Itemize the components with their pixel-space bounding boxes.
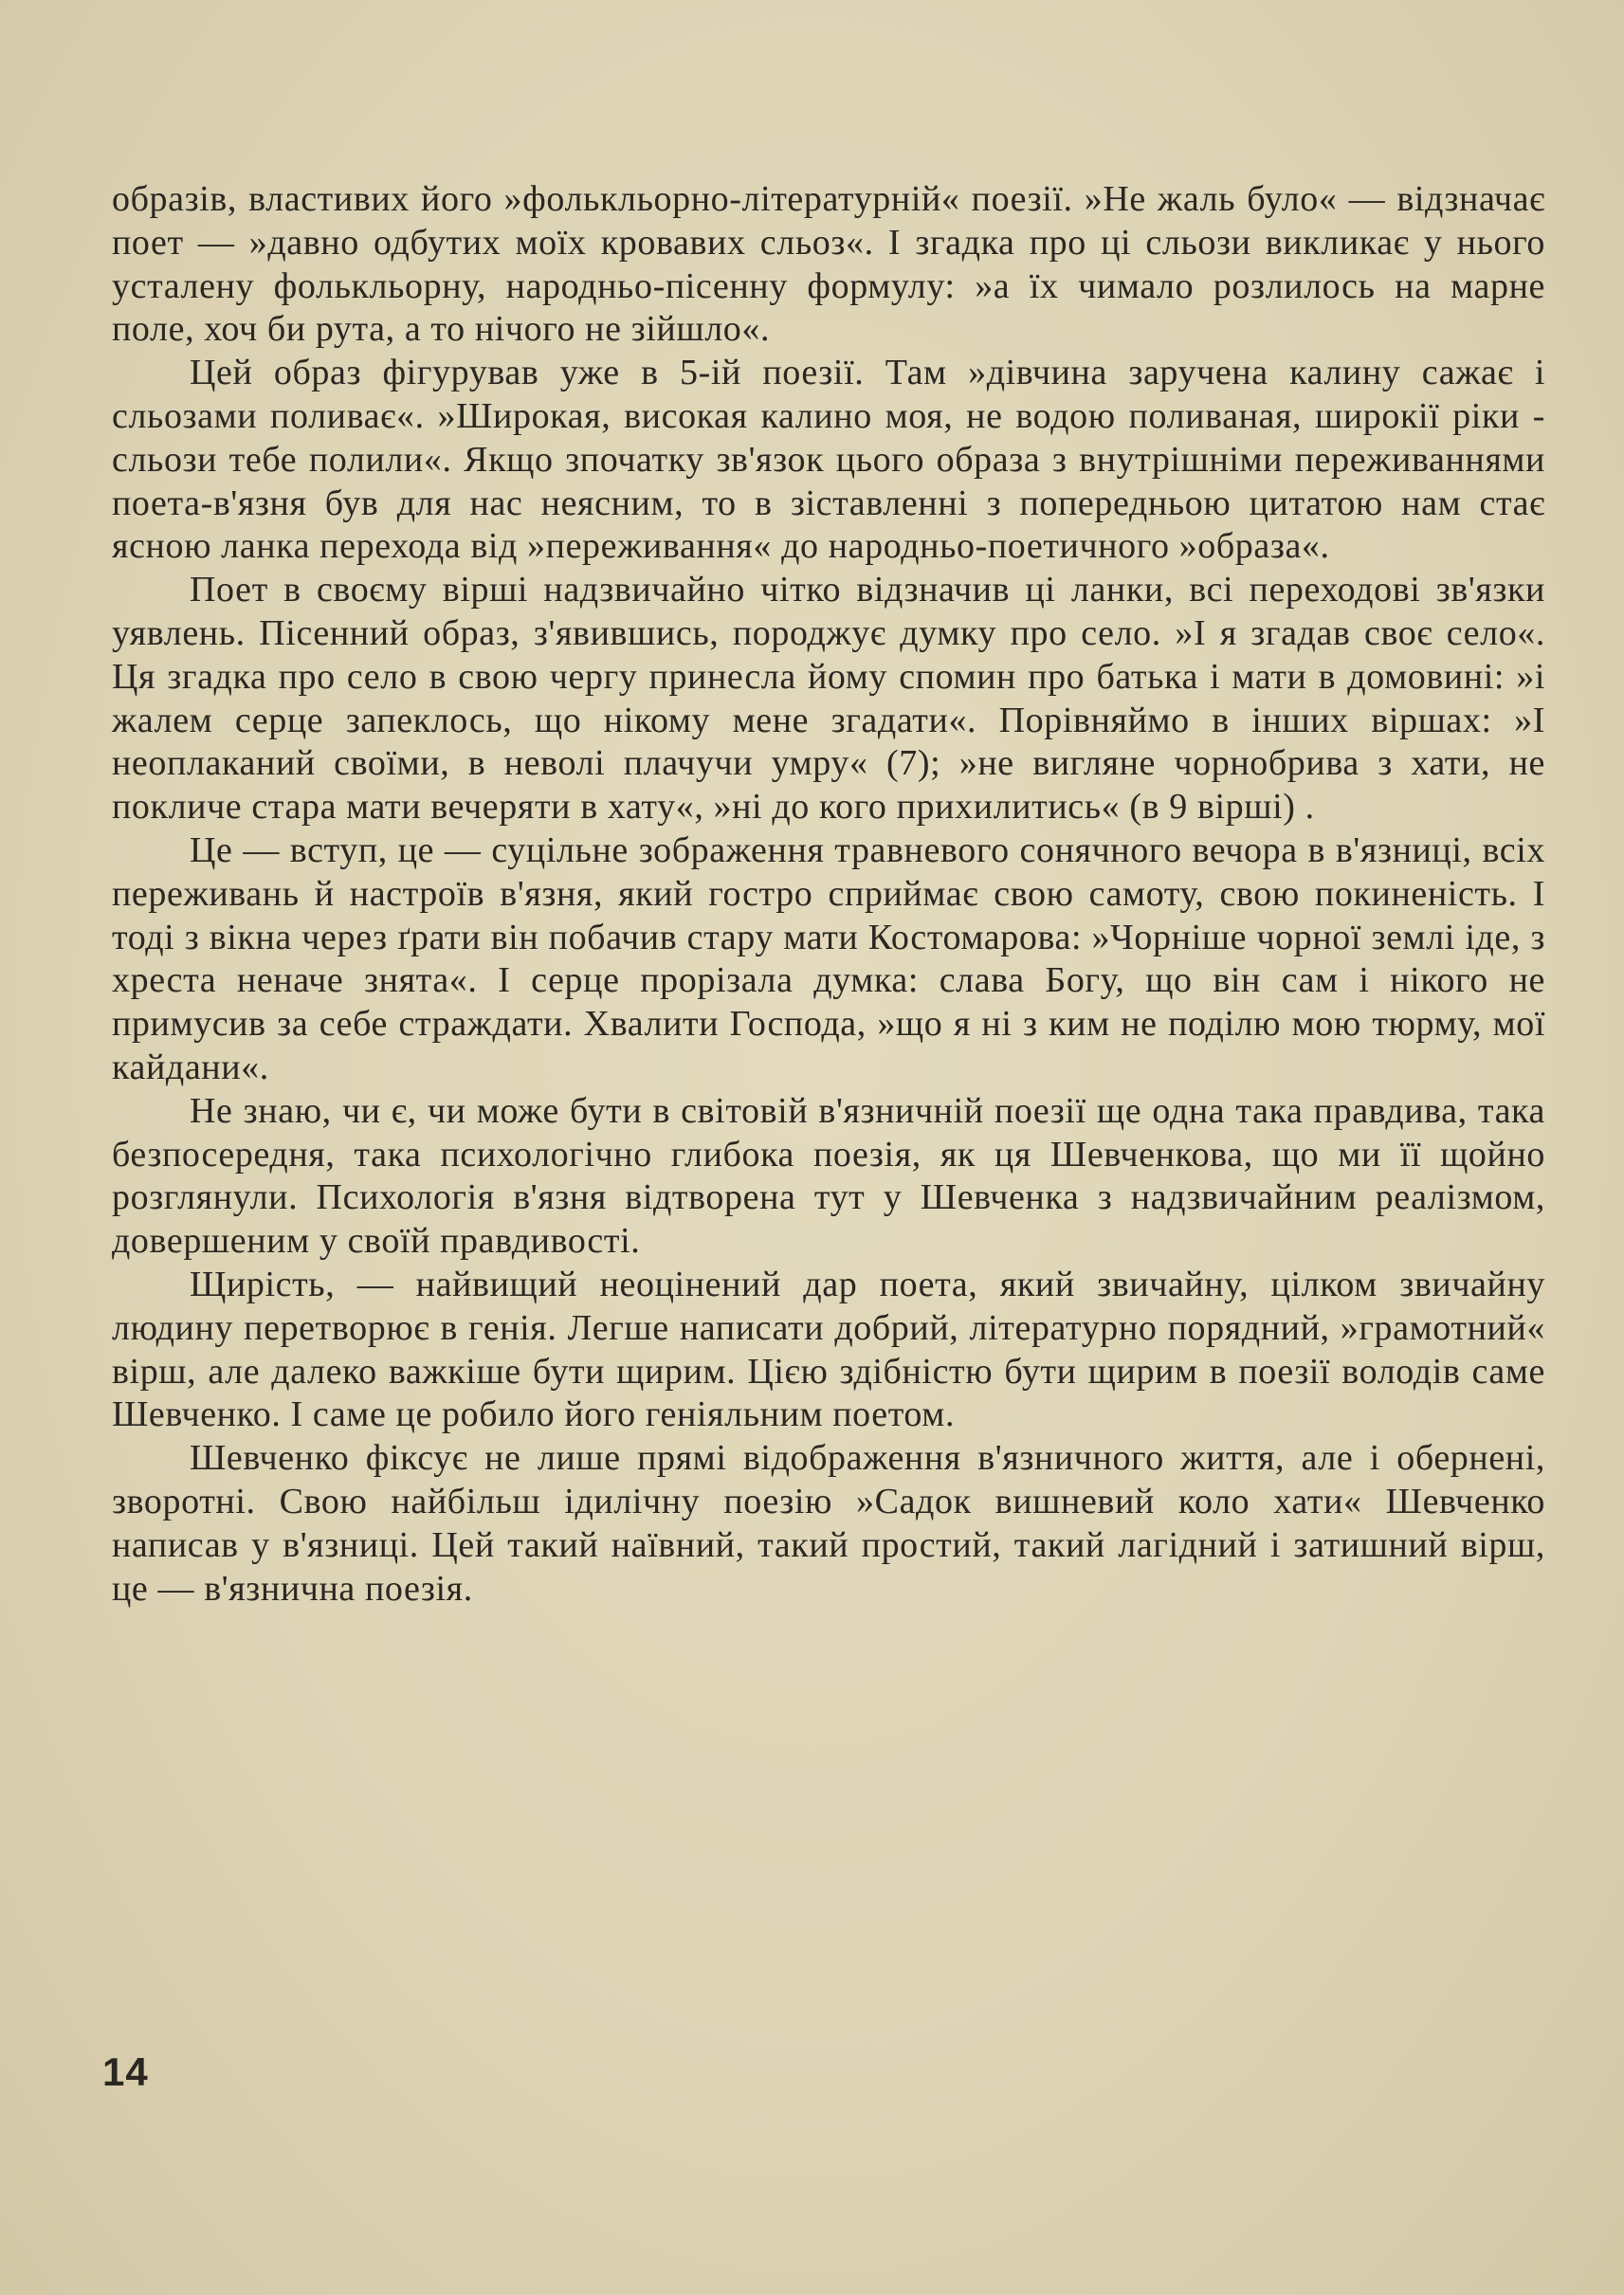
paragraph: Шевченко фіксує не лише прямі відображення в'язничного життя, але і обернені, зворотні. Свою найбільш ідилічну поезію »Садок вишневий коло хати« Шевченко написав у в'язниці. Цей такий наївний, такий простий, такий лагідний і затишний вірш, це — в'язнична поезія.	[112, 1438, 1545, 1609]
body-text	[112, 178, 1545, 1611]
paragraph: Поет в своєму вірші надзвичайно чітко відзначив ці ланки, всі переходові зв'язки уявлень. Пісенний образ, з'явившись, породжує думку про село. »І я згадав своє село«. Ця згадка про село в свою чергу принесла йому спомин про батька і мати в домовині: »і жалем серце запеклось, що нікому мене згадати«. Порівняймо в інших віршах: »І неоплаканий своїми, в неволі плачучи умру« (7); »не вигляне чорнобрива з хати, не покличе стара мати вечеряти в хату«, »ні до кого прихилитись« (в 9 вірші) .	[112, 570, 1545, 828]
paragraph: Цей образ фігурував уже в 5-ій поезії. Там »дівчина заручена калину сажає і сльозами поливає«. »Широкая, високая калино моя, не водою поливаная, широкії ріки - сльози тебе полили«. Якщо зпочатку зв'язок цього образа з внутрішніми переживаннями поета-в'язня був для нас неясним, то в зіставленні з попередньою цитатою нам стає ясною ланка перехода від »переживання« до народньо-поетичного »образа«.	[112, 353, 1545, 567]
paragraph: Не знаю, чи є, чи може бути в світовій в'язничній поезії ще одна така правдива, така безпосередня, така психологічно глибока поезія, як ця Шевченкова, що ми її щойно розглянули. Психологія в'язня відтворена тут у Шевченка з надзвичайним реалізмом, довершеним у своїй правдивості.	[112, 1090, 1545, 1262]
paragraph: Щирість, — найвищий неоцінений дар поета, який звичайну, цілком звичайну людину перетворює в генія. Легше написати добрий, літературно порядний, »грамотний« вірш, але далеко важкіше бути щирим. Цією здібністю бути щирим в поезії володів саме Шевченко. І саме це робило його геніяльним поетом.	[112, 1264, 1545, 1435]
paragraph: Це — вступ, це — суцільне зображення травневого сонячного вечора в в'язниці, всіх переживань й настроїв в'язня, який гостро сприймає свою самоту, свою покиненість. І тоді з вікна через ґрати він побачив стару мати Костомарова: »Чорніше чорної землі іде, з хреста неначе знята«. І серце прорізала думка: слава Богу, що він сам і нікого не примусив за себе страждати. Хвалити Господа, »що я ні з ким не поділю мою тюрму, мої кайдани«.	[112, 829, 1545, 1087]
paragraph: образів, властивих його »фолькльорно-літературній« поезії. »Не жаль було« — відзначає поет — »давно одбутих моїх кровавих сльоз«. І згадка про ці сльози викликає у нього усталену фолькльорну, народньо-пісенну формулу: »а їх чимало розлилось на марне поле, хоч би рута, а то нічого не зійшло«.	[112, 179, 1545, 350]
page-number: 14	[102, 2049, 149, 2094]
